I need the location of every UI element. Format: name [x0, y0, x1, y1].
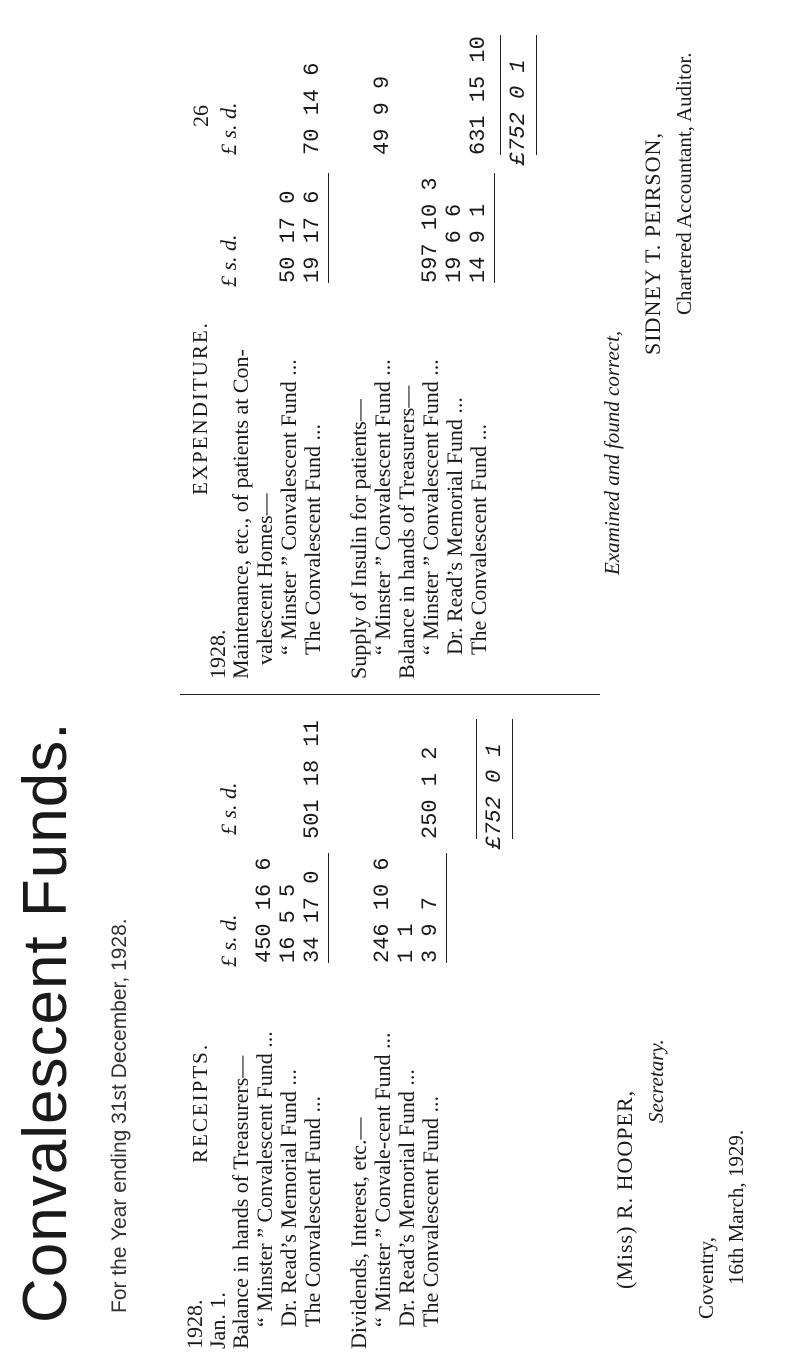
expenditure-total-rule-bottom	[536, 35, 537, 155]
page-number: 26	[188, 105, 213, 127]
receipts-section2-label: Dividends, Interest, etc.—	[346, 1117, 371, 1349]
receipts-grand-total: £752 0 1	[482, 743, 507, 849]
expenditure-s1-rule	[328, 173, 329, 283]
place: Coventry,	[694, 1236, 718, 1319]
receipts-s2-item-label: The Convalescent Fund ...	[418, 1096, 443, 1327]
receipts-s2-item-amount: 3 9 7	[418, 896, 443, 963]
expenditure-s1-item-amount: 50 17 0	[276, 190, 301, 283]
receipts-currency-header-1: £ s. d.	[216, 914, 241, 967]
expenditure-s3-rule	[494, 173, 495, 283]
auditor-name: SIDNEY T. PEIRSON,	[640, 132, 665, 355]
expenditure-year: 1928.	[205, 629, 230, 679]
expenditure-s3-item-amount: 19 6 6	[442, 203, 467, 283]
column-divider	[180, 694, 600, 695]
receipts-s2-total: 250 1 2	[418, 746, 443, 839]
receipts-total-rule-top	[476, 719, 477, 839]
expenditure-s3-total: 631 15 10	[466, 36, 491, 155]
expenditure-s3-item-label: “ Minster ” Convalescent Fund ...	[418, 359, 443, 655]
receipts-heading: RECEIPTS.	[188, 1042, 212, 1163]
page-title: Convalescent Funds.	[11, 721, 80, 1323]
expenditure-total-rule-top	[500, 35, 501, 155]
expenditure-grand-total: £752 0 1	[506, 59, 531, 165]
expenditure-s1-item-label: The Convalescent Fund ...	[300, 424, 325, 655]
expenditure-section3-label: Balance in hands of Treasurers—	[394, 385, 419, 679]
receipts-s1-item-label: “ Minster ” Convalescent Fund ...	[252, 1031, 277, 1327]
receipts-date: Jan. 1.	[205, 1292, 230, 1349]
expenditure-section2-label: Supply of Insulin for patients—	[346, 399, 371, 679]
expenditure-s2-item-label: “ Minster ” Convalescent Fund ...	[370, 359, 395, 655]
expenditure-s1-item-amount: 19 17 6	[300, 190, 325, 283]
receipts-currency-header-2: £ s. d.	[216, 782, 241, 835]
expenditure-currency-header-1: £ s. d.	[216, 234, 241, 287]
expenditure-currency-header-2: £ s. d.	[216, 102, 241, 155]
receipts-s1-item-label: Dr. Read’s Memorial Fund ...	[276, 1069, 301, 1327]
expenditure-section1-label-line1: Maintenance, etc., of patients at Con-	[228, 349, 253, 679]
expenditure-s1-total: 70 14 6	[300, 62, 325, 155]
expenditure-s3-item-label: Dr. Read’s Memorial Fund ...	[442, 397, 467, 655]
receipts-s2-item-label: “ Minster ” Convale-cent Fund ...	[370, 1032, 395, 1327]
receipts-s2-item-label: Dr. Read’s Memorial Fund ...	[394, 1069, 419, 1327]
page-subtitle: For the Year ending 31st December, 1928.	[108, 918, 131, 1313]
receipts-year: 1928.	[182, 1299, 207, 1349]
receipts-s1-item-amount: 16 5 5	[276, 883, 301, 963]
auditor-title: Chartered Accountant, Auditor.	[672, 52, 696, 315]
expenditure-s3-item-label: The Convalescent Fund ...	[466, 424, 491, 655]
expenditure-section1-label-line2: valescent Homes—	[252, 493, 277, 665]
receipts-s2-rule	[446, 853, 447, 963]
expenditure-s2-total: 49 9 9	[370, 75, 395, 155]
expenditure-s3-item-amount: 14 9 1	[466, 203, 491, 283]
receipts-s1-item-amount: 450 16 6	[252, 857, 277, 963]
receipts-s2-item-amount: 246 10 6	[370, 857, 395, 963]
expenditure-heading: EXPENDITURE.	[188, 321, 212, 495]
receipts-section1-label: Balance in hands of Treasurers—	[228, 1055, 253, 1349]
receipts-s1-item-amount: 34 17 0	[300, 870, 325, 963]
secretary-name: (Miss) R. HOOPER,	[612, 1089, 637, 1289]
receipts-s1-rule	[328, 853, 329, 963]
receipts-s2-item-amount: 1 1	[394, 923, 419, 963]
receipts-s1-item-label: The Convalescent Fund ...	[300, 1096, 325, 1327]
signing-date: 16th March, 1929.	[724, 1129, 748, 1285]
examined-statement: Examined and found correct,	[600, 330, 624, 575]
receipts-s1-total: 501 18 11	[300, 720, 325, 839]
receipts-total-rule-bottom	[512, 719, 513, 839]
secretary-title: Secretary.	[644, 1039, 668, 1123]
expenditure-s3-item-amount: 597 10 3	[418, 177, 443, 283]
expenditure-s1-item-label: “ Minster ” Convalescent Fund ...	[276, 359, 301, 655]
